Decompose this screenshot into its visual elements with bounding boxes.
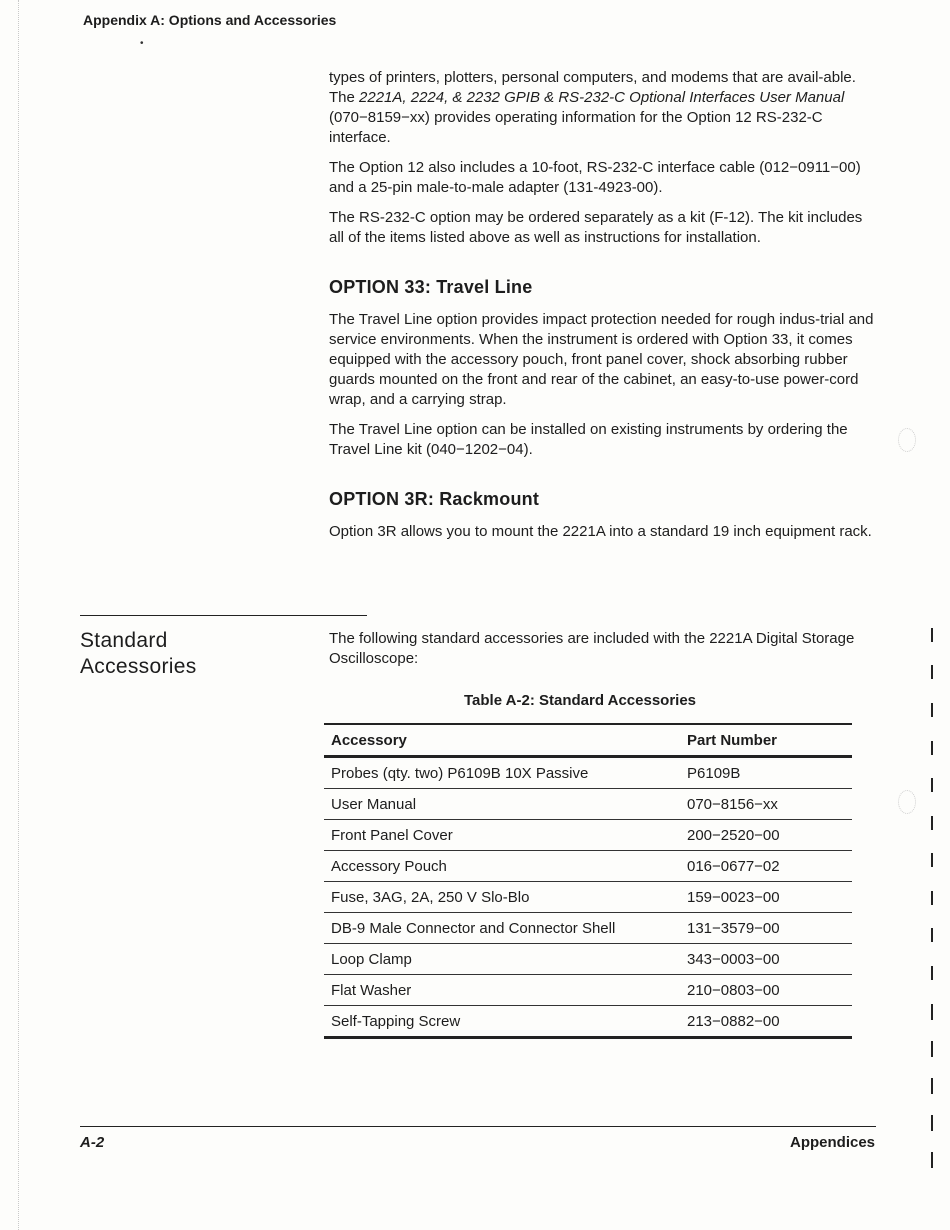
scan-edge-mark: [931, 891, 933, 905]
section-title: Standard Accessories: [80, 629, 197, 678]
scan-edge-mark: [931, 816, 933, 830]
accessories-table: [324, 723, 852, 1039]
accessory-cell: Front Panel Cover: [324, 820, 680, 851]
part-number-cell: 070−8156−xx: [680, 789, 852, 820]
scan-edge-mark: [931, 778, 933, 792]
option33-section: [329, 276, 874, 470]
footer-section: Appendices: [790, 1134, 876, 1151]
option12-paragraph-1: types of printers, plotters, personal computers, and modems that are avail-able. The 2221A, 2224, & 2232 GPIB & RS-232-C Optional Interfaces User Manual (070−8159−xx) provides operating information for the Option 12 RS-232-C interface.: [329, 69, 856, 146]
manual-title: 2221A, 2224, & 2232 GPIB & RS-232-C Optional Interfaces User Manual: [359, 89, 845, 106]
table-row: [324, 820, 852, 851]
table-row: [324, 975, 852, 1006]
table-row: [324, 913, 852, 944]
option12-paragraph-3: The RS-232-C option may be ordered separately as a kit (F-12). The kit includes all of the items listed above as well as instructions for installation.: [329, 209, 863, 246]
option33-paragraph-2: The Travel Line option can be installed on existing instruments by ordering the Travel Line kit (040−1202−04).: [329, 421, 848, 458]
footer-rule: [80, 1126, 876, 1127]
scan-speck: •: [140, 38, 144, 49]
table-caption: Table A-2: Standard Accessories: [463, 692, 697, 709]
accessory-cell: Accessory Pouch: [324, 851, 680, 882]
scan-edge-mark: [931, 853, 933, 867]
scan-edge-mark: [931, 741, 933, 755]
scan-edge-mark: [931, 1115, 933, 1131]
option3r-section: [329, 488, 874, 552]
table-row: [324, 882, 852, 913]
part-number-cell: 343−0003−00: [680, 944, 852, 975]
table-header-row: [324, 724, 852, 757]
scan-edge-mark: [931, 1152, 933, 1168]
option3r-heading: OPTION 3R: Rackmount: [329, 489, 540, 509]
scan-edge-mark: [931, 703, 933, 717]
accessory-cell: Loop Clamp: [324, 944, 680, 975]
section-rule: [80, 615, 367, 616]
part-number-cell: 213−0882−00: [680, 1006, 852, 1038]
standard-accessories-intro: [329, 629, 874, 679]
binding-gutter-line: [18, 0, 19, 1230]
option33-heading: OPTION 33: Travel Line: [329, 277, 533, 297]
scan-edge-mark: [931, 966, 933, 980]
scan-edge-mark: [931, 665, 933, 679]
table-row: [324, 789, 852, 820]
scan-hole-mark: [898, 790, 916, 814]
running-head: Appendix A: Options and Accessories: [83, 12, 337, 28]
part-number-cell: 131−3579−00: [680, 913, 852, 944]
part-number-cell: P6109B: [680, 757, 852, 789]
accessory-cell: Probes (qty. two) P6109B 10X Passive: [324, 757, 680, 789]
table-row: [324, 757, 852, 789]
column-header-part-number: Part Number: [687, 731, 778, 749]
table-row: [324, 944, 852, 975]
part-number-cell: 200−2520−00: [680, 820, 852, 851]
scan-edge-mark: [931, 1004, 933, 1020]
page-number: A-2: [80, 1134, 105, 1151]
intro-paragraph: The following standard accessories are included with the 2221A Digital Storage Oscilloscope:: [329, 630, 855, 667]
accessory-cell: DB-9 Male Connector and Connector Shell: [324, 913, 680, 944]
accessory-cell: Fuse, 3AG, 2A, 250 V Slo-Blo: [324, 882, 680, 913]
table-row: [324, 851, 852, 882]
accessory-cell: User Manual: [324, 789, 680, 820]
option12-paragraph-2: The Option 12 also includes a 10-foot, RS-232-C interface cable (012−0911−00) and a 25-pin male-to-male adapter (131-4923-00).: [329, 159, 861, 196]
option33-paragraph-1: The Travel Line option provides impact protection needed for rough indus-trial and service environments. When the instrument is ordered with Option 33, it comes equipped with the accessory pouch, front panel cover, shock absorbing rubber guards mounted on the front and rear of the cabinet, an easy-to-use power-cord wrap, and a carrying strap.: [329, 311, 874, 408]
scan-edge-mark: [931, 1078, 933, 1094]
column-header-accessory: Accessory: [331, 731, 407, 749]
part-number-cell: 210−0803−00: [680, 975, 852, 1006]
part-number-cell: 016−0677−02: [680, 851, 852, 882]
table-row: [324, 1006, 852, 1038]
scan-edge-mark: [931, 928, 933, 942]
scan-edge-mark: [931, 1041, 933, 1057]
accessory-cell: Flat Washer: [324, 975, 680, 1006]
accessory-cell: Self-Tapping Screw: [324, 1006, 680, 1038]
option3r-paragraph-1: Option 3R allows you to mount the 2221A into a standard 19 inch equipment rack.: [329, 523, 872, 540]
scan-hole-mark: [898, 428, 916, 452]
scan-edge-mark: [931, 628, 933, 642]
option12-continued: [329, 68, 874, 258]
part-number-cell: 159−0023−00: [680, 882, 852, 913]
